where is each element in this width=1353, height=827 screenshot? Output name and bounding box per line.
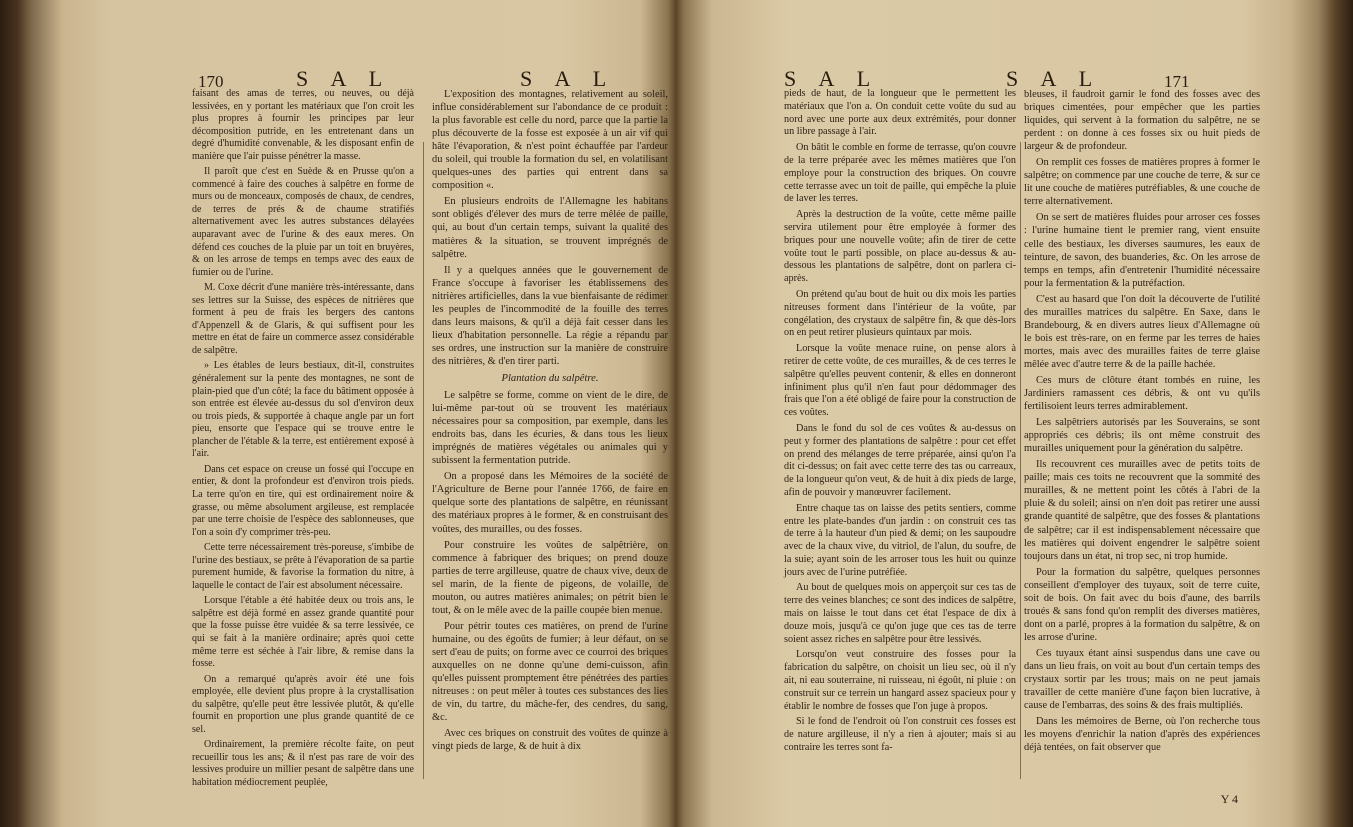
paragraph: L'exposition des montagnes, relativement au soleil, influe considérablement sur l'abondance de ce produit : la plus favorable est celle du nord, parce que la partie la plus découverte de la fosse est exposée à un air vif qui hâte l'évaporation, & n'est point échauffée par l'ardeur du soleil, qui trouble la formation du sel, en volatilisant quelques-unes des parties qui entrent dans sa composition «. [432,89,668,192]
paragraph: On bâtit le comble en forme de terrasse, qu'on couvre de la terre préparée avec les mêmes matières que l'on employe pour la construction des briques. On couvre cette terrasse avec un toit de paille, qui empêche la pluie de laver les terres. [784,142,1016,205]
right-page-header [686,52,1246,92]
page-number: 171 [1164,72,1190,91]
paragraph: Dans le fond du sol de ces voûtes & au-dessus on peut y former des plantations de salpêtre : pour cet effet on prend des mélanges de terre préparée, ainsi qu'on l'a dit ci-dessus; on fait avec cette terre des tas ou carreaux, de la longueur qu'on veut, & de huit à dix pieds de large, afin de pouvoir y manœuvrer facilement. [784,422,1016,498]
running-title: S A L [520,66,616,91]
paragraph: Ils recouvrent ces murailles avec de petits toits de paille; mais ces toits ne recouvrent que la sommité des murailles, & ne mettent point les côtés à l'abri de la pluie & du soleil; ainsi on n'en doit pas retirer une aussi grande quantité de salpêtre, que des fosses & plantations de salpêtre; car il est indispensablement nécessaire que les matières qui doivent engendrer le salpêtre soient toujours dans un état, ni trop sec, ni trop humide. [1024,459,1260,562]
paragraph: » Les étables de leurs bestiaux, dit-il, construites généralement sur la pente des montagnes, ne sont de plain-pied que d'un côté; la face du bâtiment opposée à son entrée est élevée au-dessus du sol d'environ deux ou trois pieds, & supportée à chaque angle par un fort pieu, ensorte que l'espace qui se trouve entre le plancher de l'étable & la terre, est entièrement exposé à l'air. [192,360,414,460]
paragraph: Lorsque la voûte menace ruine, on pense alors à retirer de cette voûte, de ces murailles, & de ces terres le salpêtre qu'elles peuvent contenir, & elles en donneront infiniment plus qu'il n'en faut pour dédommager des frais que l'on a été obligé de faire pour la construction de ces voûtes. [784,343,1016,419]
right-page-column-2 [1024,88,1260,757]
paragraph: Pour construire les voûtes de salpêtrière, on commence à fabriquer des briques; on prend douze parties de terre argilleuse, quatre de chaux vive, deux de sel marin, de la fiente de pigeons, de volaille, de mouton, ou autres matières animales; on pétrit bien le tout, & on le mêle avec de la paille coupée bien menue. [432,539,668,616]
paragraph: Ces murs de clôture étant tombés en ruine, les Jardiniers ramassent ces débris, & ont vu qu'ils fertilisoient leurs terres admirablement. [1024,374,1260,413]
paragraph: Ordinairement, la première récolte faite, on peut recueillir tous les ans; & il n'est pas rare de voir des lessives produire un millier pesant de salpêtre dans une habitation médiocrement peuplée, [192,739,414,788]
column-rule [1020,142,1021,779]
column-rule [423,142,424,779]
paragraph: Pour la formation du salpêtre, quelques personnes conseillent d'employer des tuyaux, soit de terre cuite, soit de bois. On fait avec du bois d'aune, des barrils troués & sans fond qu'on remplit des diverses matières, dont on a parlé, propres à la formation du salpêtre, & on les arrose d'urine. [1024,566,1260,643]
paragraph: Au bout de quelques mois on apperçoit sur ces tas de terre des veines blanches; ce sont des indices de salpêtre, mais on laisse le tout dans cet état l'espace de dix à douze mois, jusqu'à ce qu'on juge que ces tas de terre soient assez riches en salpêtre pour être lessivés. [784,582,1016,645]
paragraph: On remplit ces fosses de matières propres à former le salpêtre; on commence par une couche de terre, & sur ce lit une couche de matières putréfiables, & une couche de terre alternativement. [1024,157,1260,208]
paragraph: Pour pétrir toutes ces matières, on prend de l'urine humaine, ou des égoûts de fumier; à leur défaut, on se sert d'eau de puits; on forme avec ce courroi des briques auxquelles on ne donne qu'une demi-cuisson, afin qu'elles puissent promptement être pénétrées des parties nitreuses : on peut mêler à toutes ces substances des lies de vin, du tartre, du mâche-fer, des cendres, du sang, &c. [432,620,668,724]
paragraph: On a remarqué qu'après avoir été une fois employée, elle devient plus propre à la crystallisation du salpêtre, qu'elle peut être lessivée plutôt, & qu'elle fournit en proportion une plus grande quantité de ce sel. [192,673,414,735]
paragraph: On a proposé dans les Mémoires de la société de l'Agriculture de Berne pour l'année 1766, de faire en quelque sorte des plantations de salpêtre, en réunissant des matériaux propres à le former, & en construisant des voûtes, des murailles, ou des fosses. [432,471,668,535]
paragraph: Cette terre nécessairement très-poreuse, s'imbibe de l'urine des bestiaux, se prête à l'évaporation de sa partie purement humide, & favorise la formation du nitre, à laquelle le contact de l'air est absolument nécessaire. [192,542,414,591]
signature-mark: Y 4 [1220,792,1238,806]
paragraph: Ces tuyaux étant ainsi suspendus dans une cave ou dans un lieu frais, on voit au bout d'un certain temps des crystaux sortir par les trous; mais on ne peut jamais travailler de cette manière d'une façon bien lucrative, à cause de l'embarras, des soins & des frais multipliés. [1024,647,1260,712]
running-title: S A L [1006,66,1102,91]
paragraph: Lorsqu'on veut construire des fosses pour la fabrication du salpêtre, on choisit un lieu sec, où il n'y ait, ni eau souterraine, ni ruisseau, ni égoût, ni pluie : on construit sur ce terrein un hangard assez spacieux pour y établir le nombre de fosses que l'on juge à propos. [784,649,1016,712]
running-title: S A L [296,66,392,91]
left-page-column-2 [432,88,668,756]
paragraph: Si le fond de l'endroit où l'on construit ces fosses est de nature argilleuse, il n'y a rien à ajouter; mais si au contraire les terres sont fa- [784,716,1016,754]
paragraph: Il paroît que c'est en Suède & en Prusse qu'on a commencé à faire des couches à salpêtre en forme de murs ou de monceaux, composés de chaux, de cendres, de terres de prés & de chaume stratifiés alternativement avec les autres substances délayées auparavant avec de l'urine & des eaux meres. On défend ces couches de la pluie par un toit en bruyères, & on les arrose de temps en temps avec des eaux de fumier ou de l'urine. [192,166,414,278]
paragraph: Avec ces briques on construit des voûtes de quinze à vingt pieds de large, & de huit à dix [432,728,668,753]
section-heading: Plantation du salpêtre. [501,372,599,384]
paragraph: Le salpêtre se forme, comme on vient de le dire, de lui-même par-tout où se trouvent les matériaux nécessaires pour sa composition, par exemple, dans les endroits bas, dans les écuries, & dans tous les lieux imprégnés de matières végétales ou animales qui y subissent la fermentation putride. [432,390,668,467]
paragraph: Entre chaque tas on laisse des petits sentiers, comme entre les plate-bandes d'un jardin : on construit ces tas de terre à la hauteur d'un pied & demi; on les saupoudre avec de la chaux vive, du vitriol, de l'alun, du soufre, de la suie; ayant soin de les arroser tous les huit ou quinze jours avec de l'urine putréfiée. [784,502,1016,578]
paragraph: pieds de haut, de la longueur que le permettent les matériaux que l'on a. On conduit cette voûte du sud au nord avec une porte aux deux extrémités, pour donner un libre passage à l'air. [784,88,1016,138]
paragraph: faisant des amas de terres, ou neuves, ou déjà lessivées, en y portant les matériaux que l'on croit les plus propres à fournir les principes par leur décomposition putride, en les entretenant dans un degré d'humidité convenable, & les disposant enfin de manière que l'air puisse pénétrer la masse. [192,88,414,162]
paragraph: Les salpêtriers autorisés par les Souverains, se sont appropriés ces débris; ils ont même construit des murailles uniquement pour la génération du salpêtre. [1024,417,1260,455]
right-page-column-1 [784,88,1016,758]
running-title: S A L [784,66,880,91]
paragraph: bleuses, il faudroit garnir le fond des fosses avec des briques cimentées, pour empêcher que les parties liquides, qui servent à la formation du salpêtre, ne se perdent : on donne à ces fosses six ou huit pieds de largeur & de profondeur. [1024,89,1260,153]
paragraph: On prétend qu'au bout de huit ou dix mois les parties nitreuses forment dans l'intérieur de la voûte, par congélation, des crystaux de salpêtre fin, & que dès-lors on en peut retirer plusieurs quintaux par mois. [784,288,1016,339]
right-page [686,52,1260,807]
paragraph: Dans les mémoires de Berne, où l'on recherche tous les moyens d'enrichir la nation d'après des expériences déjà tentées, on fait observer que [1024,716,1260,754]
left-page [120,52,666,807]
left-page-header [120,52,666,92]
paragraph: C'est au hasard que l'on doit la découverte de l'utilité des murailles matrices du salpêtre. En Saxe, dans le Brandebourg, & en divers autres lieux d'Allemagne où le bois est très-rare, on en ferme par les terres de haies mortes, mais avec des murailles faites de terre glaise mêlée avec d'autre terre & de la paille hachée. [1024,293,1260,370]
page-number: 170 [198,72,224,91]
paragraph: En plusieurs endroits de l'Allemagne les habitans sont obligés d'élever des murs de terre mêlée de paille, qui, au bout d'un certain temps, suivant la qualité des matières & la situation, se trouvent imprégnés de salpêtre. [432,196,668,260]
paragraph: Lorsque l'étable a été habitée deux ou trois ans, le salpêtre est déjà formé en assez grande quantité pour que la fosse puisse être vuidée & sa terre lessivée, ce qui se fait à la manière ordinaire; après quoi cette même terre est séchée à l'air libre, & remise dans la fosse. [192,595,414,670]
paragraph: On se sert de matières fluides pour arroser ces fosses : l'urine humaine tient le premier rang, vient ensuite celle des bestiaux, les diverses saumures, les eaux de teinture, de savon, des buanderies, &c. On les arrose de temps en temps, afin d'entretenir l'humidité nécessaire pour la fermentation & la putréfaction. [1024,212,1260,289]
paragraph: Dans cet espace on creuse un fossé qui l'occupe en entier, & dont la profondeur est d'environ trois pieds. La terre qu'on en tire, qui est ordinairement noire & grasse, ou même absolument argileuse, est remplacée par une terre choisie de l'espèce des sablonneuses, que l'on a soin d'y comprimer très-peu. [192,463,414,538]
left-page-column-1 [192,88,414,793]
paragraph: M. Coxe décrit d'une manière très-intéressante, dans ses lettres sur la Suisse, des espèces de nitrières que forment à peu de frais les bergers des cantons d'Appenzell & de Glaris, & qui suffisent pour les mettre en état de faire un commerce assez considérable de salpêtre. [192,282,414,356]
paragraph: Il y a quelques années que le gouvernement de France s'occupe à favoriser les établissemens des nitrières artificielles, dans la vue bienfaisante de rédimer les peuples de l'incommodité de la fouille des terres dans leurs maisons, & qu'il a déjà fait cesser dans les lieux d'habitation personnelle. La régie a répandu par ses ordres, une instruction sur la manière de construire des nitrières, & d'en tirer parti. [432,264,668,367]
paragraph: Après la destruction de la voûte, cette même paille servira utilement pour être employée à former des briques pour une nouvelle voûte; afin de tirer de cette voûte tout le parti possible, on place au-dessus & au-dessous les plantations de salpêtre, dont on parlera ci-après. [784,209,1016,285]
